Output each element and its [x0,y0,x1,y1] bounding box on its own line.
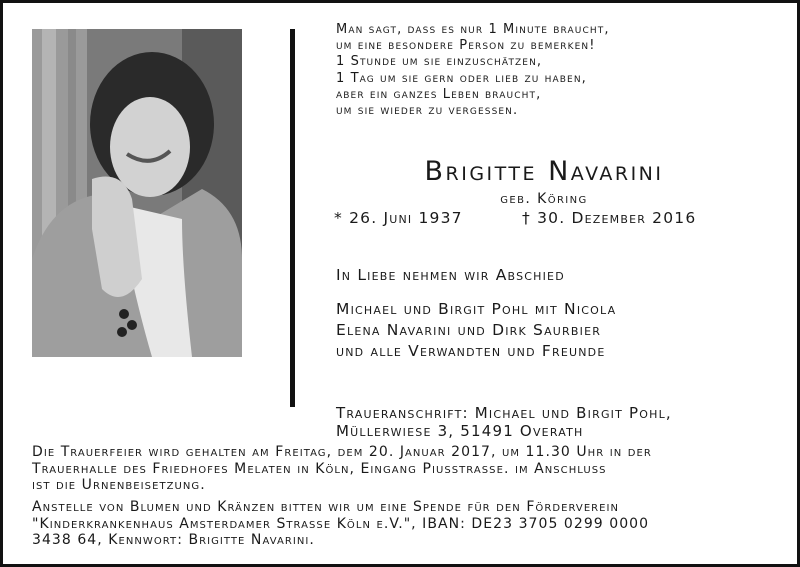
mourner-line: und alle Verwandten und Freunde [336,342,606,360]
mourning-address [336,404,672,440]
donation-info [32,499,649,549]
poem-line: um sie wieder zu vergessen. [336,103,519,119]
mourner-line: Michael und Birgit Pohl mit Nicola [336,300,617,318]
birth-date: * 26. Juni 1937 [334,209,463,227]
ceremony-line: ist die Urnenbeisetzung. [32,477,206,493]
birth-name: geb. Köring [500,191,588,207]
portrait-photo [32,29,242,357]
deceased-name: Brigitte Navarini [424,156,664,187]
ceremony-line: Die Trauerfeier wird gehalten am Freitag, dem 20. Januar 2017, um 11.30 Uhr in der [32,444,652,460]
donation-line: 3438 64, Kennwort: Brigitte Navarini. [32,532,315,548]
donation-line: "Kinderkrankenhaus Amsterdamer Strasse Köln e.V.", IBAN: DE23 3705 0299 0000 [32,515,650,532]
farewell-line: In Liebe nehmen wir Abschied [336,266,565,284]
address-line: Traueranschrift: Michael und Birgit Pohl, [336,404,672,422]
poem-line: um eine besondere Person zu bemerken! [336,38,596,54]
portrait-photo-icon [32,29,242,357]
mourner-line: Elena Navarini und Dirk Saurbier [336,321,602,339]
poem-line: 1 Tag um sie gern oder lieb zu haben, [336,70,587,86]
life-dates [334,209,774,227]
address-line: Müllerwiese 3, 51491 Overath [336,422,584,440]
mourners-list [336,299,616,362]
ceremony-info [32,444,652,494]
poem-line: Man sagt, dass es nur 1 Minute braucht, [336,22,610,37]
donation-line: Anstelle von Blumen und Kränzen bitten wir um eine Spende für den Förderverein [32,499,620,515]
ceremony-line: Trauerhalle des Friedhofes Melaten in Köln, Eingang Piusstrasse. im Anschluss [32,460,607,477]
poem-line: 1 Stunde um sie einzuschätzen, [336,54,543,70]
death-date: † 30. Dezember 2016 [522,209,697,227]
divider-line [290,29,295,407]
poem [336,22,776,119]
poem-line: aber ein ganzes Leben braucht, [336,86,542,102]
